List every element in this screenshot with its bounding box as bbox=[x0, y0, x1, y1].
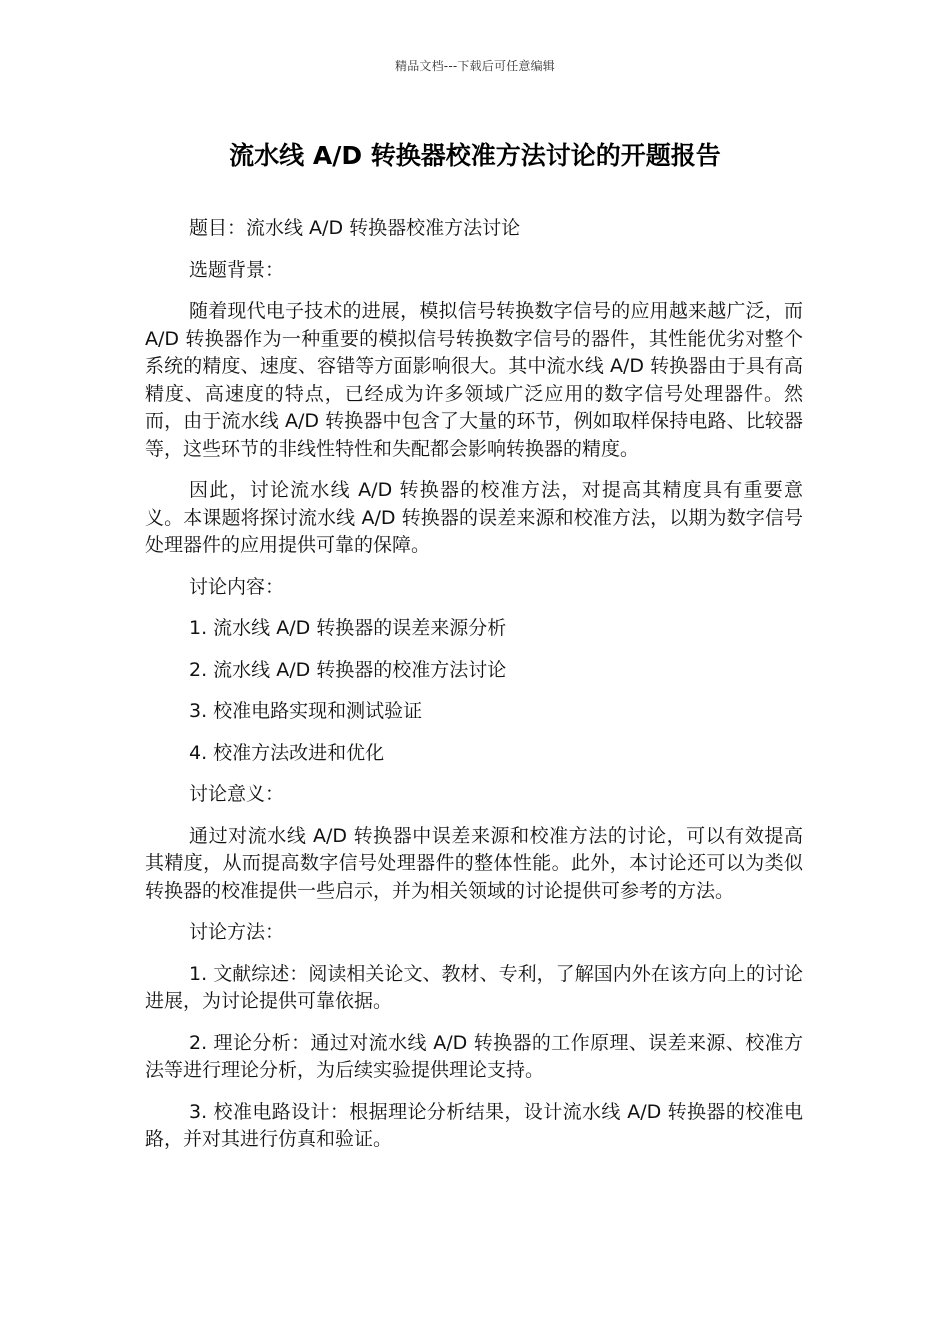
section-heading-content: 讨论内容： bbox=[189, 575, 285, 598]
content-list-item: 3. 校准电路实现和测试验证 bbox=[189, 700, 423, 722]
document-body bbox=[145, 215, 803, 1154]
content-list-item: 2. 流水线 A/D 转换器的校准方法讨论 bbox=[189, 658, 507, 681]
significance-paragraph: 通过对流水线 A/D 转换器中误差来源和校准方法的讨论，可以有效提高其精度，从而提高数字信号处理器件的整体性能。此外，本讨论还可以为类似转换器的校准提供一些启示，并为相关领域的讨论提供可参考的方法。 bbox=[145, 824, 803, 902]
background-paragraph-2: 因此，讨论流水线 A/D 转换器的校准方法，对提高其精度具有重要意义。本课题将探讨流水线 A/D 转换器的误差来源和校准方法，以期为数字信号处理器件的应用提供可靠的保障。 bbox=[145, 479, 803, 556]
topic-line: 题目：流水线 A/D 转换器校准方法讨论 bbox=[189, 217, 521, 239]
content-list-item: 4. 校准方法改进和优化 bbox=[189, 741, 385, 764]
method-list-item: 2. 理论分析：通过对流水线 A/D 转换器的工作原理、误差来源、校准方法等进行理论分析，为后续实验提供理论支持。 bbox=[145, 1031, 803, 1081]
content-list-item: 1. 流水线 A/D 转换器的误差来源分析 bbox=[189, 617, 507, 639]
background-paragraph-1: 随着现代电子技术的进展，模拟信号转换数字信号的应用越来越广泛，而 A/D 转换器作为一种重要的模拟信号转换数字信号的器件，其性能优劣对整个系统的精度、速度、容错等方面影响很大。其中流水线 A/D 转换器由于具有高精度、高速度的特点，已经成为许多领域广泛应用的数字信号处理器件。然而，由于流水线 A/D 转换器中包含了大量的环节，例如取样保持电路、比较器等，这些环节的非线性特性和失配都会影响转换器的精度。 bbox=[145, 300, 803, 460]
section-heading-significance: 讨论意义： bbox=[189, 783, 285, 805]
method-list-item: 3. 校准电路设计：根据理论分析结果，设计流水线 A/D 转换器的校准电路，并对其进行仿真和验证。 bbox=[145, 1100, 803, 1150]
header-note: 精品文档---下载后可任意编辑 bbox=[395, 59, 555, 73]
section-heading-method: 讨论方法： bbox=[189, 921, 285, 943]
method-list-item: 1. 文献综述：阅读相关论文、教材、专利，了解国内外在该方向上的讨论进展，为讨论提供可靠依据。 bbox=[145, 962, 803, 1012]
section-heading-background: 选题背景： bbox=[189, 258, 285, 281]
document-title: 流水线 A/D 转换器校准方法讨论的开题报告 bbox=[229, 141, 721, 170]
